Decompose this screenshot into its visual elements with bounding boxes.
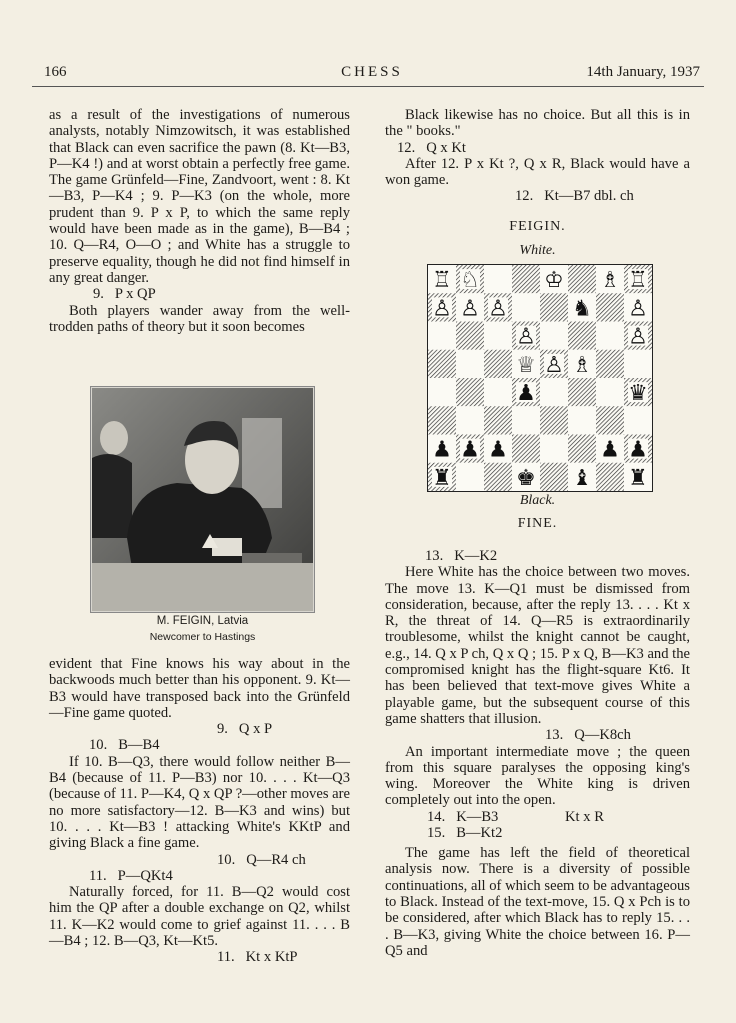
black-pawn-icon: ♟ bbox=[432, 437, 452, 463]
paragraph: Black likewise has no choice. But all this is in the " books." bbox=[385, 107, 690, 140]
board-square bbox=[484, 350, 512, 378]
board-square bbox=[484, 378, 512, 406]
white-pawn-icon: ♙ bbox=[628, 324, 648, 350]
paragraph: After 12. P x Kt ?, Q x R, Black would have a won game. bbox=[385, 155, 690, 189]
board-square bbox=[512, 265, 540, 293]
right-column-top bbox=[385, 107, 690, 205]
black-pawn-icon: ♟ bbox=[600, 437, 620, 463]
paragraph: The game has left the field of theoretical analysis now. There is a diversity of possible continuations, all of which seem to be advantageous to Black. Instead of the text-move, 15. Q x Pch is to be considered, after which Black has to reply 15. . . . B—K3, giving White the choice between 16. P—Q5 and bbox=[385, 845, 690, 959]
board-square bbox=[512, 435, 540, 463]
board-square bbox=[540, 463, 568, 491]
board-square bbox=[596, 293, 624, 321]
move-line: Kt x R bbox=[565, 808, 604, 825]
board-square bbox=[624, 406, 652, 434]
board-square bbox=[512, 293, 540, 321]
move-line: 9. Q x P bbox=[217, 721, 273, 738]
move-line: 10. Q—R4 ch bbox=[217, 851, 306, 868]
black-rook-icon: ♜ bbox=[432, 465, 452, 491]
black-pawn-icon: ♟ bbox=[628, 437, 648, 463]
board-square bbox=[456, 378, 484, 406]
white-pawn-icon: ♙ bbox=[516, 324, 536, 350]
board-square bbox=[540, 406, 568, 434]
move-pair bbox=[385, 809, 690, 825]
board-square bbox=[512, 406, 540, 434]
board-square bbox=[568, 322, 596, 350]
white-pawn-icon: ♙ bbox=[460, 296, 480, 322]
board-square bbox=[596, 378, 624, 406]
page-number: 166 bbox=[44, 64, 67, 80]
white-queen-icon: ♕ bbox=[516, 352, 536, 378]
board-square bbox=[484, 265, 512, 293]
move-line: 12. Kt—B7 dbl. ch bbox=[515, 188, 634, 205]
black-bishop-icon: ♝ bbox=[572, 465, 592, 491]
board-square bbox=[484, 406, 512, 434]
paragraph: If 10. B—Q3, there would follow neither B—B4 (because of 11. P—B3) nor 10. . . . Kt—Q3 (because of 11. P—K4, Q x QP ?—other moves are no more satisfactory—12. B—K3 and wins) but 10. . . . Kt—B3 ! attacking White's KKtP and giving Black a fine game. bbox=[49, 753, 350, 852]
board-square bbox=[540, 435, 568, 463]
move-line: 15. B—Kt2 bbox=[427, 824, 503, 841]
board-square bbox=[456, 463, 484, 491]
board-square bbox=[428, 350, 456, 378]
black-rook-icon: ♜ bbox=[628, 465, 648, 491]
board-square bbox=[568, 265, 596, 293]
board-square bbox=[428, 378, 456, 406]
photo-caption-name: M. FEIGIN, Latvia bbox=[156, 615, 249, 627]
board-square bbox=[540, 293, 568, 321]
diagram-bottom-name: FINE. bbox=[517, 516, 558, 531]
move-line: 13. Q—K8ch bbox=[545, 727, 631, 744]
move-line: 12. Q x Kt bbox=[397, 139, 466, 156]
white-knight-icon: ♘ bbox=[460, 268, 480, 294]
board-square bbox=[428, 406, 456, 434]
move-line: 11. Kt x KtP bbox=[217, 949, 298, 966]
board-square bbox=[428, 322, 456, 350]
diagram-top-name: FEIGIN. bbox=[509, 219, 566, 234]
paragraph: evident that Fine knows his way about in the backwoods much better than his opponent. 9. Kt—B3 would have transposed back into the Grünfeld—Fine game quoted. bbox=[49, 656, 350, 721]
board-square bbox=[484, 322, 512, 350]
paragraph: Naturally forced, for 11. B—Q2 would cost him the QP after a double exchange on Q2, whilst 11. K—K2 would come to grief against 11. . . . B—B4 ; 12. B—Q3, Kt—Kt5. bbox=[49, 884, 350, 950]
issue-date: 14th January, 1937 bbox=[586, 64, 700, 80]
white-rook-icon: ♖ bbox=[432, 268, 452, 294]
white-pawn-icon: ♙ bbox=[628, 296, 648, 322]
board-square bbox=[456, 350, 484, 378]
white-pawn-icon: ♙ bbox=[488, 296, 508, 322]
board-square bbox=[540, 378, 568, 406]
white-king-icon: ♔ bbox=[544, 268, 564, 294]
magazine-title: CHESS bbox=[341, 64, 403, 80]
black-queen-icon: ♛ bbox=[628, 381, 648, 407]
diagram-top-color: White. bbox=[519, 243, 556, 258]
black-pawn-icon: ♟ bbox=[488, 437, 508, 463]
page-header bbox=[44, 64, 700, 86]
board-square bbox=[568, 378, 596, 406]
white-bishop-icon: ♗ bbox=[572, 352, 592, 378]
board-square bbox=[624, 350, 652, 378]
paragraph: Here White has the choice between two moves. The move 13. K—Q1 must be dismissed from consideration, because, after the reply 13. . . . Kt x R, the threat of 14. Q—R5 is extraordinarily troublesome, whilst the knight cannot be caught, e.g., 14. Q x P ch, Q x Q ; 15. P x Q, B—K3 and the compromised knight has the flight-square Kt6. It has been believed that text-move gives White a playable game, but the subsequent course of this game shatters that illusion. bbox=[385, 564, 690, 727]
board-square bbox=[540, 322, 568, 350]
move-line: 11. P—QKt4 bbox=[89, 867, 173, 884]
board-square bbox=[484, 463, 512, 491]
header-rule bbox=[32, 86, 704, 87]
move-line: 13. K—K2 bbox=[425, 548, 498, 564]
left-column-top bbox=[49, 107, 350, 335]
board-square bbox=[568, 435, 596, 463]
white-pawn-icon: ♙ bbox=[432, 296, 452, 322]
board-square bbox=[596, 322, 624, 350]
chess-diagram bbox=[427, 264, 653, 492]
board-square bbox=[596, 350, 624, 378]
black-pawn-icon: ♟ bbox=[516, 381, 536, 407]
photo-caption-sub: Newcomer to Hastings bbox=[149, 631, 256, 643]
white-rook-icon: ♖ bbox=[628, 268, 648, 294]
chess-board bbox=[428, 265, 652, 491]
white-pawn-icon: ♙ bbox=[544, 352, 564, 378]
black-king-icon: ♚ bbox=[516, 465, 536, 491]
diagram-bottom-color: Black. bbox=[519, 493, 556, 508]
move-line: 10. B—B4 bbox=[89, 737, 160, 754]
black-pawn-icon: ♟ bbox=[460, 437, 480, 463]
move-line: 9. P x QP bbox=[93, 286, 156, 303]
player-photo bbox=[90, 386, 315, 643]
black-knight-icon: ♞ bbox=[572, 296, 592, 322]
board-square bbox=[456, 322, 484, 350]
board-square bbox=[596, 406, 624, 434]
board-square bbox=[568, 406, 596, 434]
paragraph: Both players wander away from the well-trodden paths of theory but it soon becomes bbox=[49, 302, 350, 335]
paragraph: as a result of the investigations of numerous analysts, notably Nimzowitsch, it was established that Black can even sacrifice the pawn (8. Kt—B3, P—K4 !) and at worst obtain a perfectly free game. The game Grünfeld—Fine, Zandvoort, went : 8. Kt—B3, P—K4 ; 9. P—K3 (on the whole, more prudent than 9. P x P, to which the same reply would have been made as in the game), B—B4 ; 10. Q—R4, O—O ; and White has a struggle to preserve equality, though he did not find himself in any great danger. bbox=[49, 107, 350, 286]
move-line: 14. K—B3 bbox=[427, 808, 499, 825]
right-column-bottom bbox=[385, 548, 690, 959]
photo-image bbox=[92, 388, 313, 611]
left-column-bottom bbox=[49, 656, 350, 966]
board-square bbox=[456, 406, 484, 434]
board-square bbox=[596, 463, 624, 491]
white-bishop-icon: ♗ bbox=[600, 268, 620, 294]
paragraph: An important intermediate move ; the queen from this square paralyses the opposing king's wing. Moreover the White king is driven completely out into the open. bbox=[385, 743, 690, 809]
